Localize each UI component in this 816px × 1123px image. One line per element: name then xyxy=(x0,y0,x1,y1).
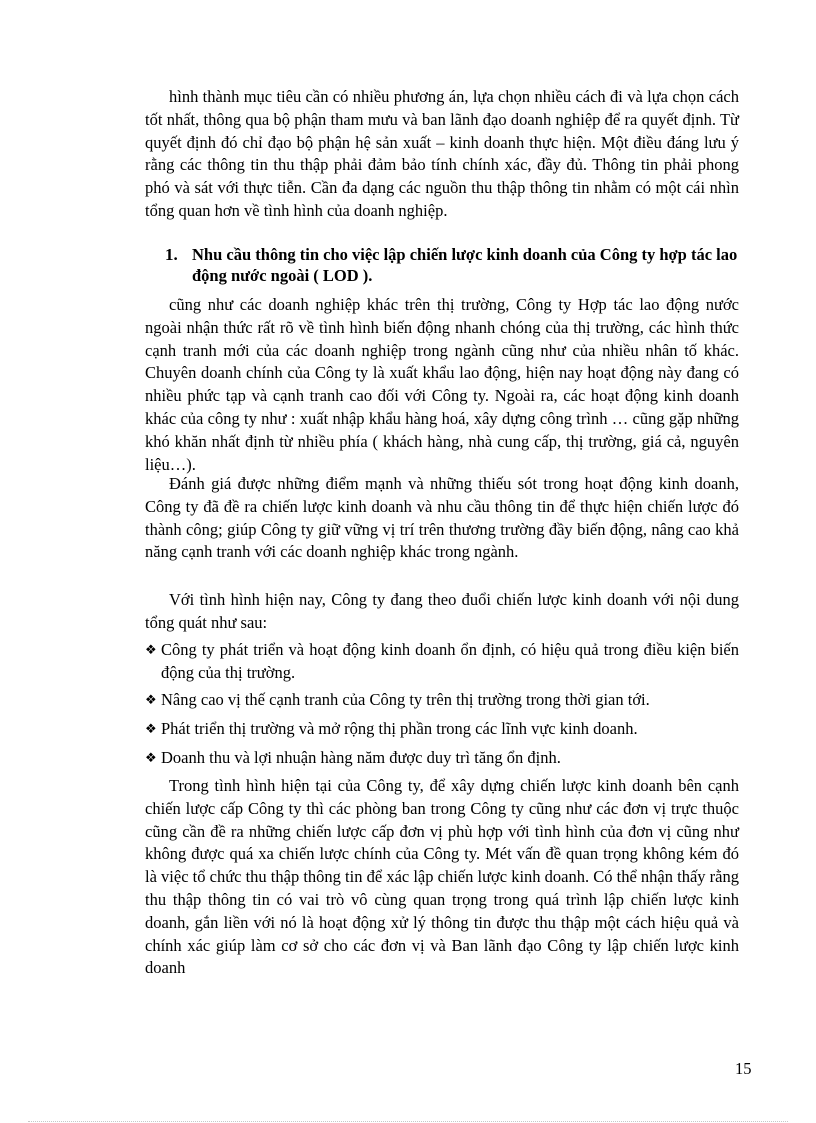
bullet-text: Doanh thu và lợi nhuận hàng năm được duy trì tăng ổn định. xyxy=(161,748,561,767)
bullet-item xyxy=(145,689,739,712)
bullet-item xyxy=(145,639,739,685)
paragraph-strategy-assessment: Đánh giá được những điểm mạnh và những thiếu sót trong hoạt động kinh doanh, Công ty đã đề ra chiến lược kinh doanh và nhu cầu thông tin để thực hiện chiến lược đó thành công; giúp Công ty giữ vững vị trí trên thương trường đầy biến động, nâng cao khả năng cạnh tranh với các doanh nghiệp khác trong ngành. xyxy=(145,474,739,562)
paragraph-intro: hình thành mục tiêu cần có nhiều phương án, lựa chọn nhiều cách đi và lựa chọn cách tốt nhất, thông qua bộ phận tham mưu và ban lãnh đạo doanh nghiệp để ra quyết định. Từ quyết định đó chỉ đạo bộ phận hệ sản xuất – kinh doanh thực hiện. Một điều đáng lưu ý rằng các thông tin thu thập phải đảm bảo tính chính xác, đầy đủ. Thông tin phải phong phó và sát với thực tiễn. Cần đa dạng các nguồn thu thập thông tin nhằm có một cái nhìn tổng quan hơn về tình hình của doanh nghiệp. xyxy=(145,87,739,220)
section-number: 1. xyxy=(165,245,178,264)
bullet-item xyxy=(145,718,739,741)
paragraph-implementation: Trong tình hình hiện tại của Công ty, để xây dựng chiến lược kinh doanh bên cạnh chiến lược cấp Công ty thì các phòng ban trong Công ty cũng như các đơn vị trực thuộc cũng cần đề ra những chiến lược cấp đơn vị phù hợp với tình hình của đơn vị cũng như không được quá xa chiến lược chính của Công ty. Mét vấn đề quan trọng không kém đó là việc tổ chức thu thập thông tin để xác lập chiến lược kinh doanh. Có thể nhận thấy rằng thu thập thông tin có vai trò vô cùng quan trọng trong quá trình lập chiến lược kinh doanh, gắn liền với nó là hoạt động xử lý thông tin được thu thập một cách hiệu quả và chính xác giúp làm cơ sở cho các đơn vị và Ban lãnh đạo Công ty lập chiến lược kinh doanh xyxy=(145,776,739,978)
diamond-bullet-icon: ❖ xyxy=(145,750,157,765)
diamond-bullet-icon: ❖ xyxy=(145,642,157,657)
bullet-text: Phát triển thị trường và mở rộng thị phần trong các lĩnh vực kinh doanh. xyxy=(161,719,638,738)
paragraph-strategy-intro: Với tình hình hiện nay, Công ty đang theo đuổi chiến lược kinh doanh với nội dung tổng quát như sau: xyxy=(145,590,739,632)
diamond-bullet-icon: ❖ xyxy=(145,721,157,736)
section-heading xyxy=(165,244,739,286)
bullet-text: Công ty phát triển và hoạt động kinh doanh ổn định, có hiệu quả trong điều kiện biến động của thị trường. xyxy=(161,640,739,682)
footer-divider xyxy=(28,1121,788,1122)
section-title: Nhu cầu thông tin cho việc lập chiến lược kinh doanh của Công ty hợp tác lao động nước ngoài ( LOD ). xyxy=(192,245,738,285)
bullet-item xyxy=(145,747,739,770)
paragraph-market-context: cũng như các doanh nghiệp khác trên thị trường, Công ty Hợp tác lao động nước ngoài nhận thức rất rõ về tình hình biến động nhanh chóng của thị trường, các hình thức cạnh tranh mới của các doanh nghiệp trong ngành cũng như của nhiều nhân tố khác. Chuyên doanh chính của Công ty là xuất khẩu lao động, hiện nay hoạt động này đang có nhiều phức tạp và cạnh tranh cao đối với Công ty. Ngoài ra, các hoạt động kinh doanh khác của công ty như : xuất nhập khẩu hàng hoá, xây dựng công trình … cũng gặp những khó khăn nhất định từ nhiều phía ( khách hàng, nhà cung cấp, thị trường, giá cả, nguyên liệu…). xyxy=(145,295,739,474)
bullet-text: Nâng cao vị thế cạnh tranh của Công ty trên thị trường trong thời gian tới. xyxy=(161,690,650,709)
page-number: 15 xyxy=(735,1059,752,1078)
diamond-bullet-icon: ❖ xyxy=(145,692,157,707)
